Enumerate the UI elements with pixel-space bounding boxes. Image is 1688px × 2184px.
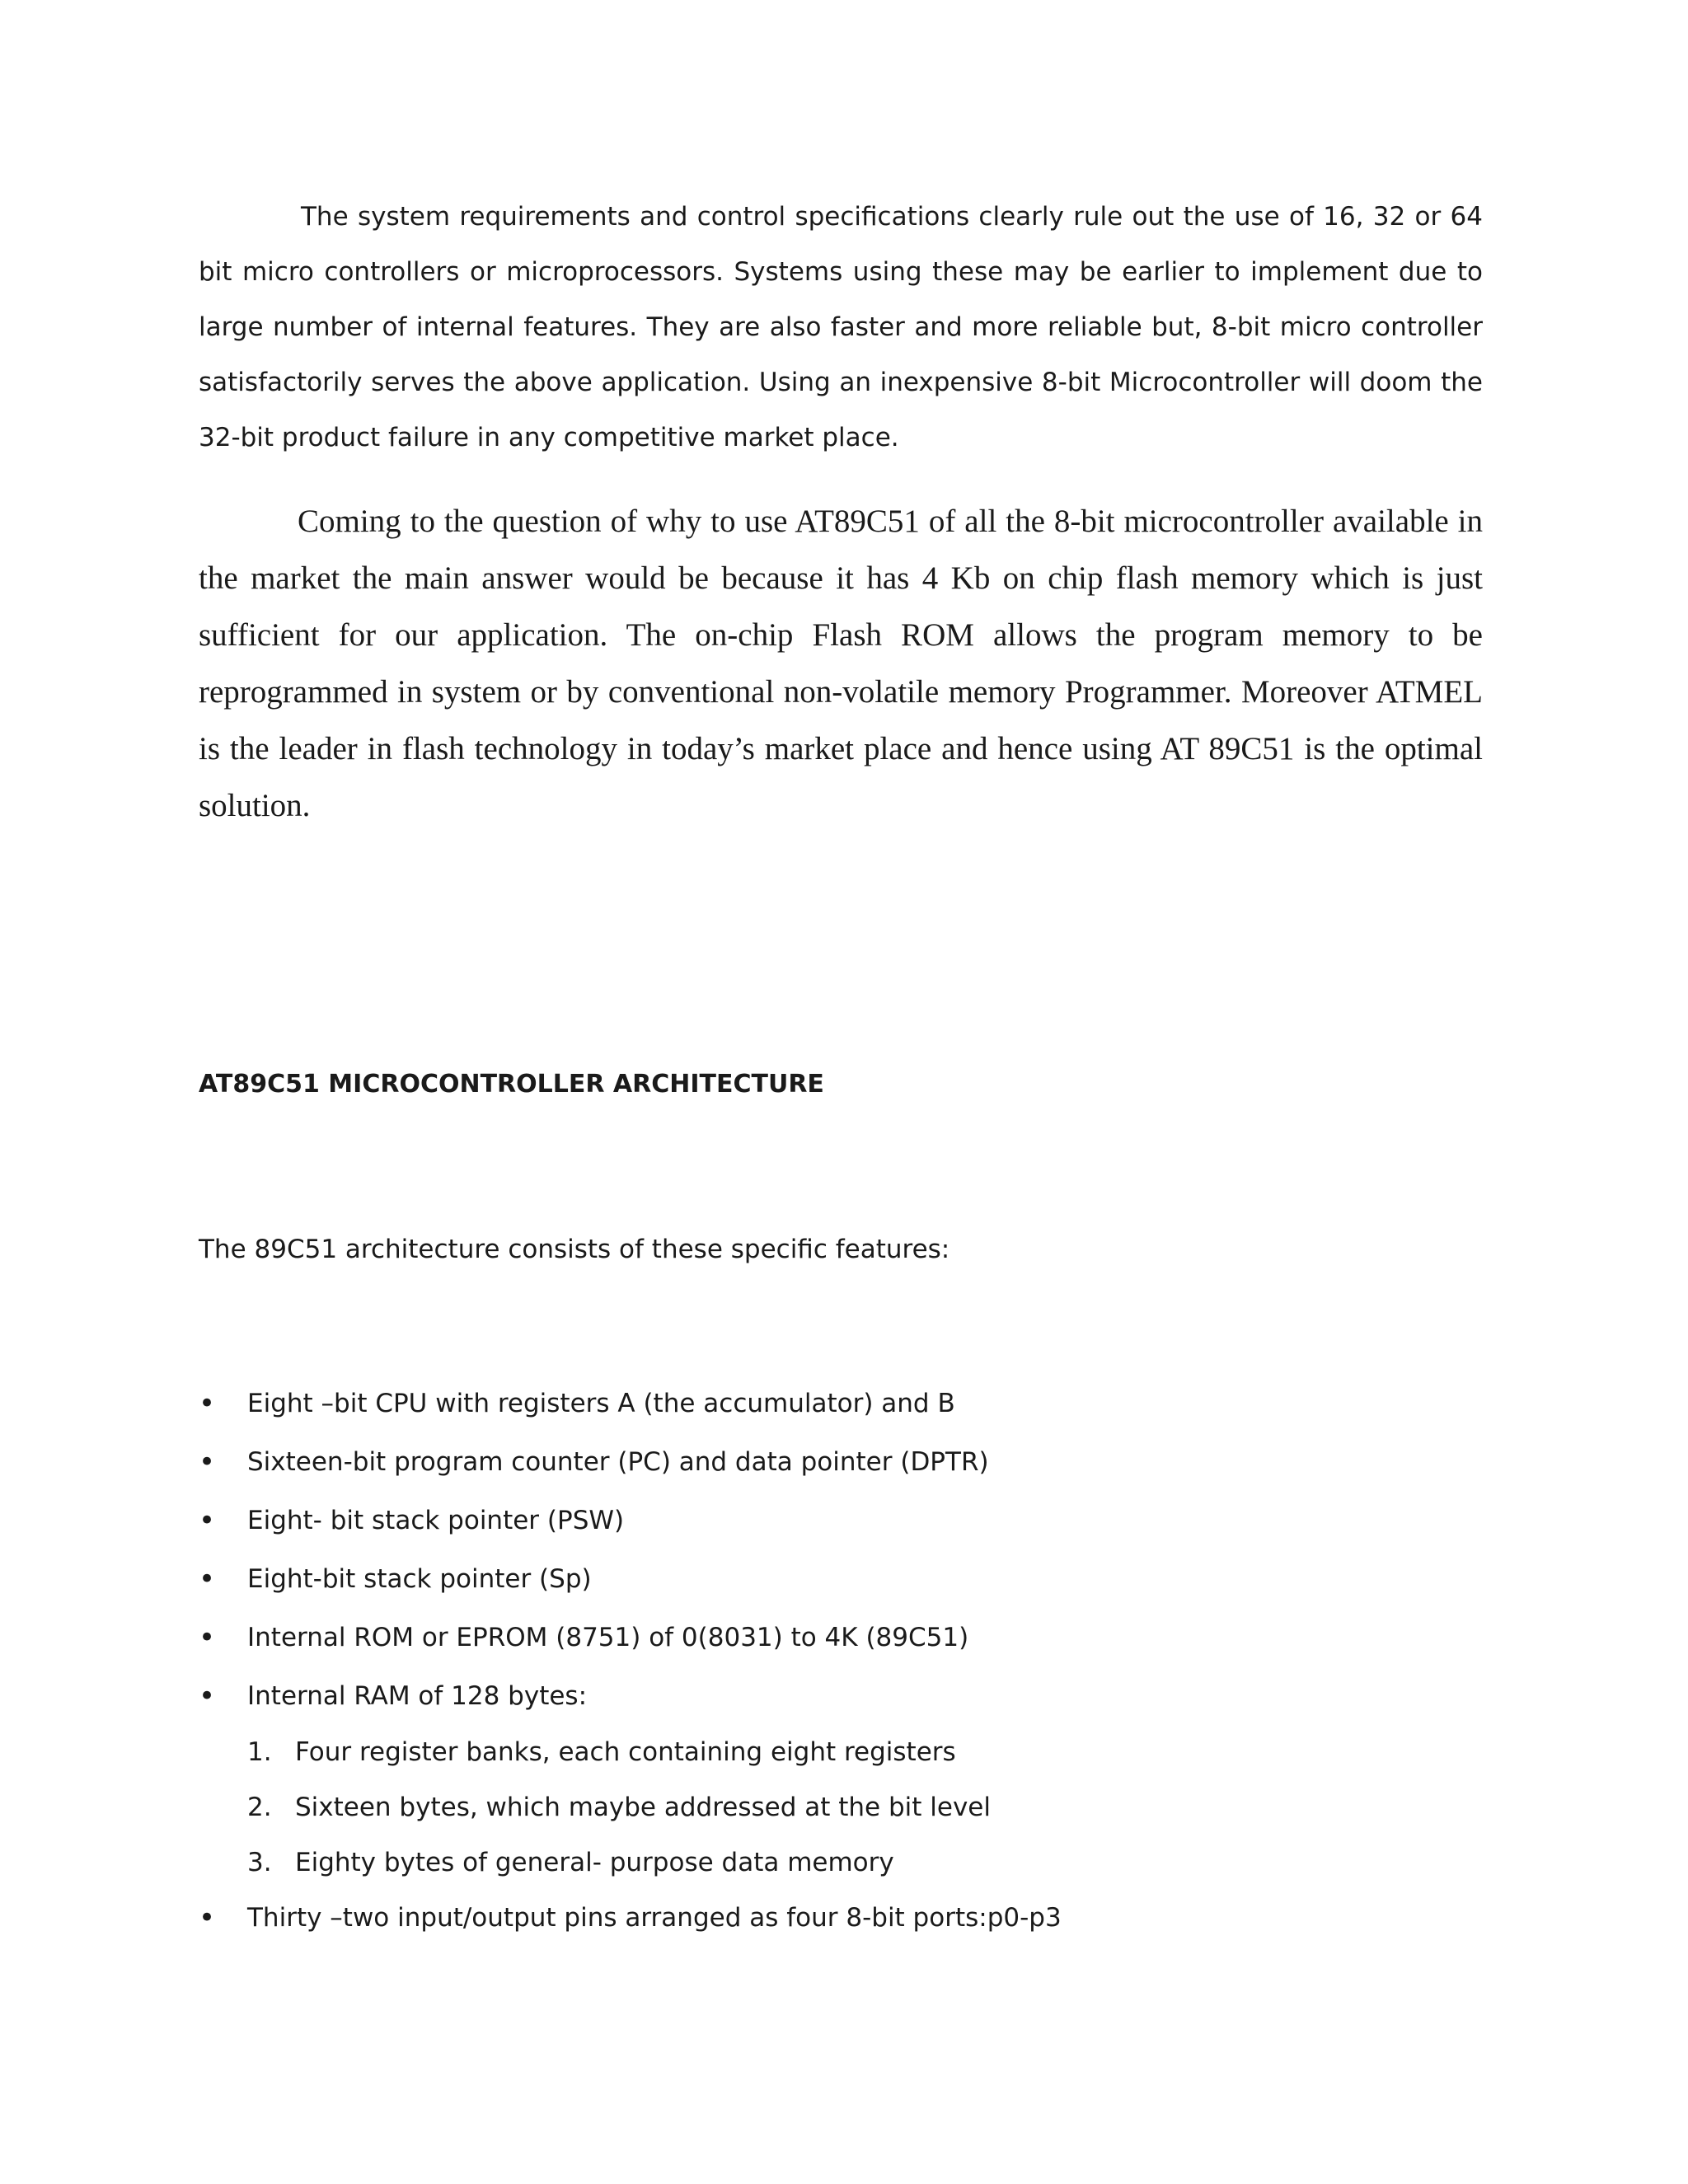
bullet-icon: • (199, 1901, 216, 1934)
feature-cpu: Eight –bit CPU with registers A (the accumulator) and B (247, 1389, 955, 1418)
bullet-icon: • (199, 1504, 216, 1537)
bullet-icon: • (199, 1387, 216, 1420)
feature-program-counter: Sixteen-bit program counter (PC) and data pointer (DPTR) (247, 1447, 989, 1477)
subitem-number: 1. (247, 1737, 272, 1767)
paragraph-requirements: The system requirements and control specifications clearly rule out the use of 16, 32 or 64 bit micro controllers or microprocessors. Systems using these may be earlier to implement due to large number of internal features. They are also faster and more reliable but, 8-bit micro controller satisfactorily serves the above application. Using an inexpensive 8-bit Microcontroller will doom the 32-bit product failure in any competitive market place. (199, 202, 1483, 452)
subitem-general-purpose: Eighty bytes of general- purpose data memory (295, 1848, 894, 1877)
subitem-bit-addressable: Sixteen bytes, which maybe addressed at the bit level (295, 1793, 991, 1822)
features-intro: The 89C51 architecture consists of these specific features: (199, 1235, 950, 1264)
section-heading: AT89C51 MICROCONTROLLER ARCHITECTURE (199, 1070, 824, 1099)
subitem-register-banks: Four register banks, each containing eight registers (295, 1737, 956, 1767)
bullet-icon: • (199, 1680, 216, 1713)
feature-psw: Eight- bit stack pointer (PSW) (247, 1506, 625, 1535)
feature-io-pins: Thirty –two input/output pins arranged as four 8-bit ports:p0-p3 (247, 1903, 1062, 1933)
paragraph-why-at89c51: Coming to the question of why to use AT89C51 of all the 8-bit microcontroller available in the market the main answer would be because it has 4 Kb on chip flash memory which is just sufficient for our application. The on-chip Flash ROM allows the program memory to be reprogrammed in system or by conventional non-volatile memory Programmer. Moreover ATMEL is the leader in flash technology in today’s market place and hence using AT 89C51 is the optimal solution. (199, 504, 1483, 823)
feature-ram: Internal RAM of 128 bytes: (247, 1681, 588, 1711)
feature-stack-pointer: Eight-bit stack pointer (Sp) (247, 1564, 592, 1594)
feature-rom: Internal ROM or EPROM (8751) of 0(8031) to 4K (89C51) (247, 1623, 969, 1652)
bullet-icon: • (199, 1446, 216, 1479)
subitem-number: 2. (247, 1793, 272, 1822)
subitem-number: 3. (247, 1848, 272, 1877)
bullet-icon: • (199, 1563, 216, 1596)
bullet-icon: • (199, 1621, 216, 1654)
